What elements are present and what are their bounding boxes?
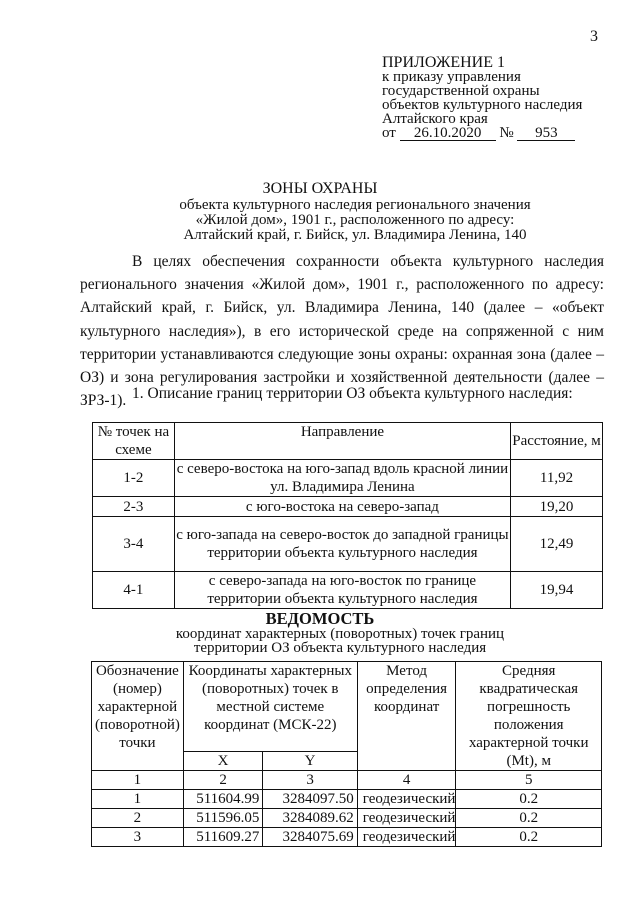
row-points: 2-3 (93, 497, 175, 517)
header-x: X (183, 751, 263, 770)
row-error: 0.2 (456, 828, 602, 847)
date-prefix: от (382, 125, 396, 141)
appendix-heading: ПРИЛОЖЕНИЕ 1 (382, 54, 506, 71)
vedomost-subtitle-line-2: территории ОЗ объекта культурного наследия (193, 640, 487, 656)
table-row (92, 809, 602, 828)
row-distance: 19,20 (511, 497, 603, 517)
row-distance: 19,94 (511, 572, 603, 609)
row-x: 511609.27 (183, 828, 263, 847)
row-y: 3284097.50 (263, 790, 357, 809)
row-distance: 12,49 (511, 517, 603, 572)
appendix-date-line (382, 126, 582, 141)
row-points: 4-1 (93, 572, 175, 609)
index-cell: 2 (183, 771, 263, 790)
row-y: 3284075.69 (263, 828, 357, 847)
table-header-row (93, 423, 603, 460)
index-cell: 4 (357, 771, 456, 790)
row-points: 1-2 (93, 460, 175, 497)
document-subtitle (100, 198, 610, 243)
appendix-line-2: государственной охраны (382, 83, 540, 99)
table-index-row (92, 771, 602, 790)
row-points: 3-4 (93, 517, 175, 572)
table-row (92, 790, 602, 809)
appendix-line-3: объектов культурного наследия (382, 97, 583, 113)
row-direction: с юго-запада на северо-восток до западной границы территории объекта культурного наследия (174, 517, 510, 572)
header-coordinates: Координаты характерных (поворотных) точек в местной системе координат (МСК-22) (183, 662, 357, 752)
row-point: 1 (92, 790, 184, 809)
index-cell: 1 (92, 771, 184, 790)
subtitle-line-1: объекта культурного наследия регионального значения (179, 197, 531, 213)
subtitle-line-2: «Жилой дом», 1901 г., расположенного по адресу: (195, 212, 515, 228)
section-1-heading: 1. Описание границ территории ОЗ объекта культурного наследия: (132, 385, 573, 402)
row-point: 3 (92, 828, 184, 847)
index-cell: 3 (263, 771, 357, 790)
row-method: геодезический (357, 828, 456, 847)
table-header-row (92, 662, 602, 752)
page-number: 3 (590, 28, 598, 45)
row-error: 0.2 (456, 790, 602, 809)
order-number: 953 (517, 127, 575, 141)
coordinates-table (91, 661, 602, 847)
document-title: ЗОНЫ ОХРАНЫ (262, 180, 378, 197)
row-error: 0.2 (456, 809, 602, 828)
vedomost-subtitle-line-1: координат характерных (поворотных) точек границ (175, 626, 505, 642)
vedomost-title: ВЕДОМОСТЬ (265, 609, 375, 628)
subtitle-line-3: Алтайский край, г. Бийск, ул. Владимира Ленина, 140 (183, 227, 527, 243)
row-method: геодезический (357, 809, 456, 828)
order-date: 26.10.2020 (400, 127, 496, 141)
row-y: 3284089.62 (263, 809, 357, 828)
row-x: 511596.05 (183, 809, 263, 828)
header-method: Метод определения координат (357, 662, 456, 771)
header-point-id: Обозначение (номер) характерной (поворотной) точки (92, 662, 184, 771)
row-direction: с северо-востока на юго-запад вдоль красной линии ул. Владимира Ленина (174, 460, 510, 497)
appendix-line-4: Алтайского края (382, 111, 488, 127)
row-x: 511604.99 (183, 790, 263, 809)
header-y: Y (263, 751, 357, 770)
row-direction: с северо-запада на юго-восток по границе территории объекта культурного наследия (174, 572, 510, 609)
boundary-table (92, 422, 603, 609)
vedomost-subtitle (150, 627, 530, 655)
appendix-line-1: к приказу управления (382, 69, 521, 85)
row-direction: с юго-востока на северо-запад (174, 497, 510, 517)
header-distance: Расстояние, м (511, 423, 603, 460)
row-method: геодезический (357, 790, 456, 809)
number-prefix: № (499, 125, 514, 141)
table-row (93, 572, 603, 609)
header-error: Средняя квадратическая погрешность положения характерной точки (Mt), м (456, 662, 602, 771)
intro-paragraph-text: В целях обеспечения сохранности объекта культурного наследия регионального значения «Жилой дом», 1901 г., расположенного по адресу: Алтайский край, г. Бийск, ул. Владимира Ленина, 140 (далее – «объект культурного наследия»), в его исторической среде на сопряженной с ним территории устанавливаются следующие зоны охраны: охранная зона (далее – ОЗ) и зона регулирования застройки и хозяйственной деятельности (далее – ЗРЗ-1). (80, 253, 604, 410)
header-direction: Направление (174, 423, 510, 460)
row-point: 2 (92, 809, 184, 828)
row-distance: 11,92 (511, 460, 603, 497)
index-cell: 5 (456, 771, 602, 790)
table-row (93, 460, 603, 497)
table-row (92, 828, 602, 847)
table-row (93, 497, 603, 517)
appendix-block (382, 56, 582, 141)
table-row (93, 517, 603, 572)
header-points: № точек на схеме (93, 423, 175, 460)
